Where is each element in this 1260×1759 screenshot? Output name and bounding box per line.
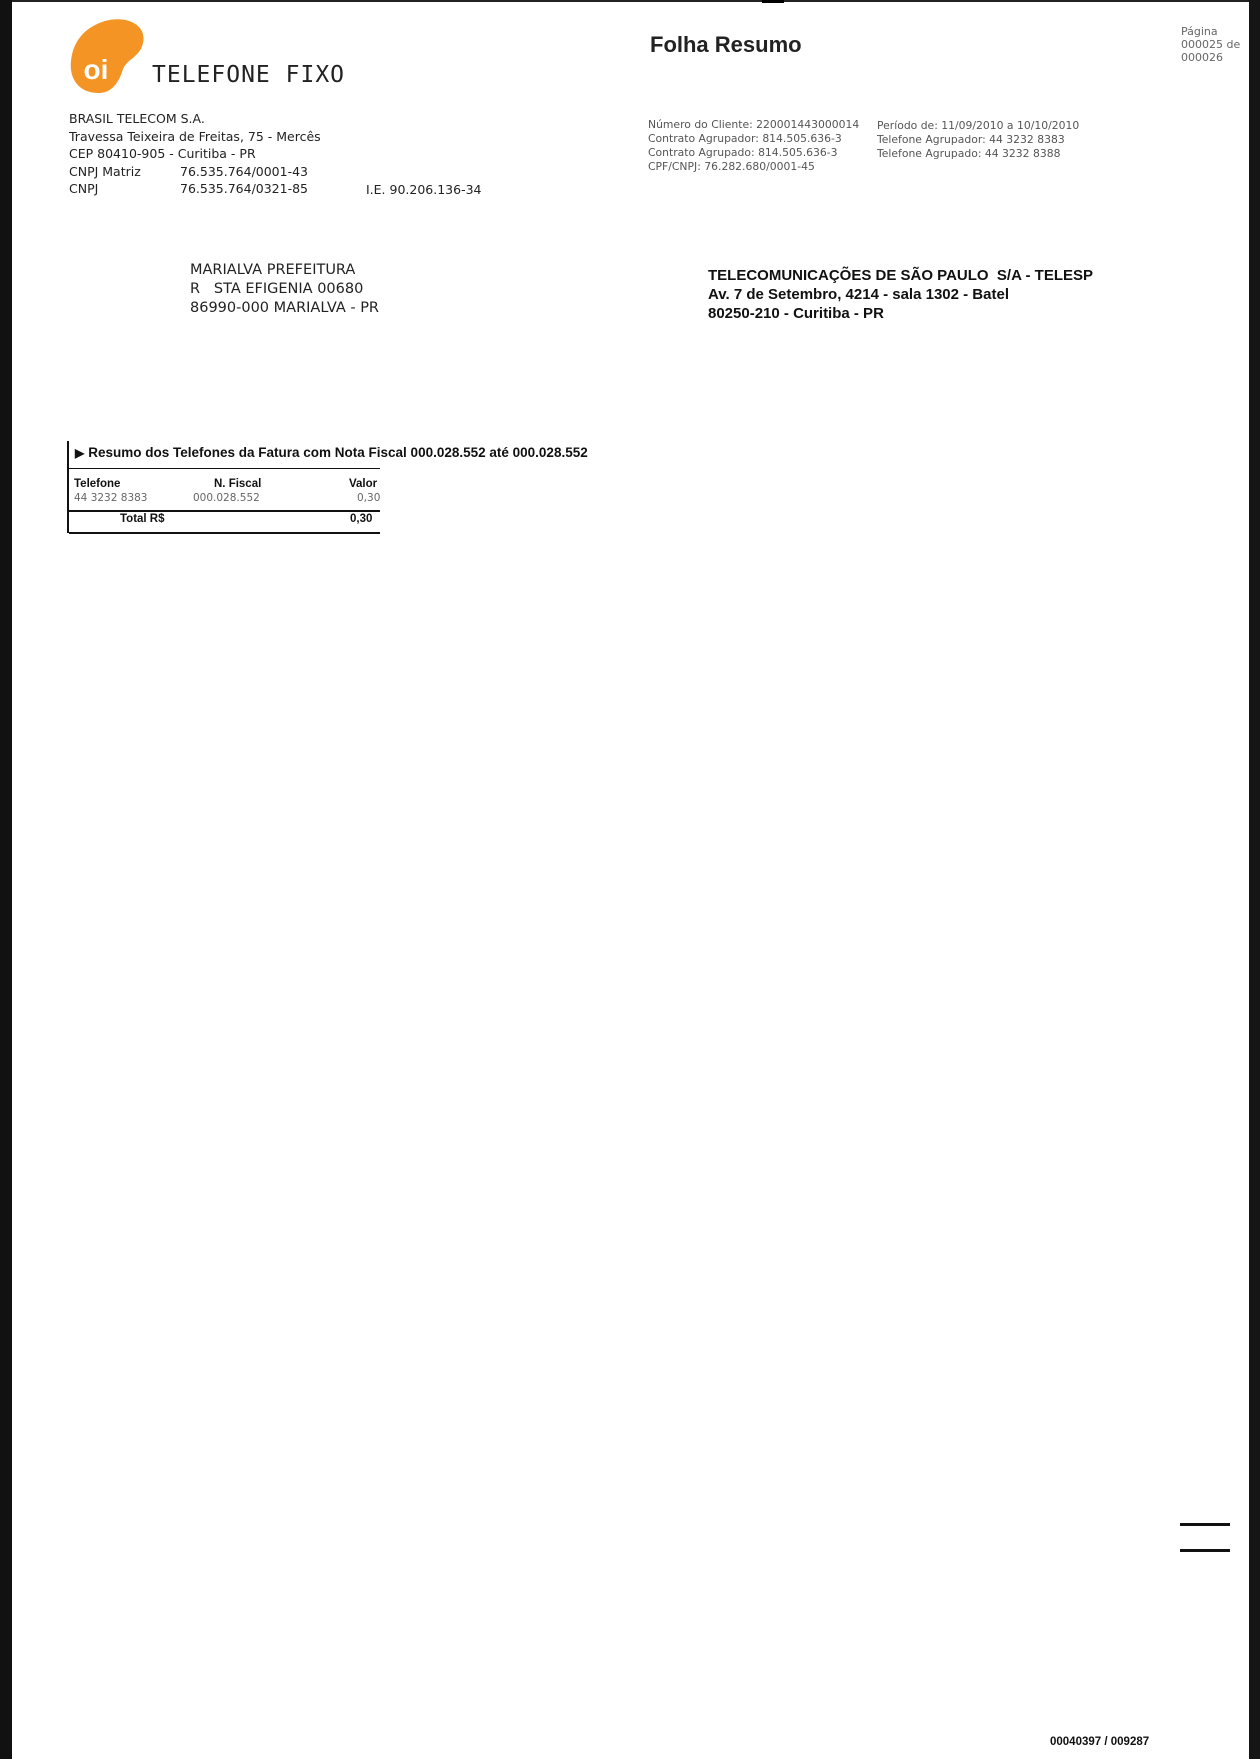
scan-border-left bbox=[0, 0, 12, 1759]
page-current: 000025 de bbox=[1181, 38, 1241, 51]
col-header-telefone: Telefone bbox=[74, 478, 121, 490]
sender-street: Av. 7 de Setembro, 4214 - sala 1302 - Batel bbox=[708, 286, 1009, 303]
triangle-right-icon: ▶ bbox=[75, 446, 85, 460]
brand-name: TELEFONE FIXO bbox=[152, 62, 346, 88]
document-code: 00040397 / 009287 bbox=[1050, 1736, 1150, 1748]
total-value: 0,30 bbox=[350, 513, 373, 525]
row-valor: 0,30 bbox=[357, 492, 381, 504]
contrato-agrupado: Contrato Agrupado: 814.505.636-3 bbox=[648, 146, 838, 159]
row-nota-fiscal: 000.028.552 bbox=[193, 492, 260, 504]
recipient-street: R STA EFIGENIA 00680 bbox=[190, 281, 364, 297]
margin-mark-lower bbox=[1180, 1549, 1230, 1552]
recipient-city: 86990-000 MARIALVA - PR bbox=[190, 300, 380, 316]
summary-title bbox=[75, 445, 588, 460]
client-info-left bbox=[648, 118, 859, 174]
col-header-nota-fiscal: N. Fiscal bbox=[214, 478, 262, 490]
company-name: BRASIL TELECOM S.A. bbox=[69, 111, 205, 126]
scan-mark bbox=[762, 0, 784, 3]
recipient-name: MARIALVA PREFEITURA bbox=[190, 262, 356, 278]
summary-title-text: Resumo dos Telefones da Fatura com Nota Fiscal 000.028.552 até 000.028.552 bbox=[88, 445, 588, 460]
sender-name: TELECOMUNICAÇÕES DE SÃO PAULO S/A - TELESP bbox=[708, 267, 1094, 284]
client-number: Número do Cliente: 220001443000014 bbox=[648, 118, 860, 131]
cnpj-value: 76.535.764/0321-85 bbox=[180, 181, 309, 196]
recipient-address bbox=[190, 261, 379, 318]
company-ie: I.E. 90.206.136-34 bbox=[366, 182, 482, 197]
company-address: Travessa Teixeira de Freitas, 75 - Mercês bbox=[69, 128, 321, 144]
margin-mark-upper bbox=[1180, 1523, 1230, 1526]
row-telefone: 44 3232 8383 bbox=[74, 492, 148, 504]
billing-period: Período de: 11/09/2010 a 10/10/2010 bbox=[877, 119, 1080, 132]
scan-border-top bbox=[12, 0, 1249, 2]
summary-left-border bbox=[67, 441, 69, 533]
client-info-right bbox=[877, 119, 1079, 161]
page-counter bbox=[1181, 25, 1240, 64]
total-top-rule bbox=[69, 510, 380, 512]
company-cnpj-row bbox=[69, 180, 321, 198]
contrato-agrupador: Contrato Agrupador: 814.505.636-3 bbox=[648, 132, 842, 145]
cnpj-matriz-value: 76.535.764/0001-43 bbox=[180, 163, 309, 179]
cnpj-matriz-label: CNPJ Matriz bbox=[69, 163, 141, 179]
summary-header-rule bbox=[69, 468, 380, 469]
logo-mark-text: oi bbox=[83, 54, 109, 85]
telefone-agrupado: Telefone Agrupado: 44 3232 8388 bbox=[877, 147, 1061, 160]
page-total: 000026 bbox=[1181, 51, 1223, 64]
company-cnpj-matriz-row bbox=[69, 163, 321, 181]
company-block bbox=[69, 110, 321, 198]
oi-logo-icon bbox=[67, 17, 145, 95]
telefone-agrupador: Telefone Agrupador: 44 3232 8383 bbox=[877, 133, 1065, 146]
col-header-valor: Valor bbox=[349, 478, 378, 490]
company-cep-city: CEP 80410-905 - Curitiba - PR bbox=[69, 146, 256, 161]
total-label: Total R$ bbox=[120, 513, 165, 525]
page-label: Página bbox=[1181, 25, 1218, 38]
sender-city: 80250-210 - Curitiba - PR bbox=[708, 305, 884, 322]
total-bottom-rule bbox=[69, 532, 380, 534]
page-title: Folha Resumo bbox=[650, 32, 802, 57]
scan-border-right bbox=[1249, 0, 1260, 1759]
sender-address bbox=[708, 266, 1093, 323]
cpf-cnpj: CPF/CNPJ: 76.282.680/0001-45 bbox=[648, 160, 815, 173]
cnpj-label: CNPJ bbox=[69, 181, 99, 196]
